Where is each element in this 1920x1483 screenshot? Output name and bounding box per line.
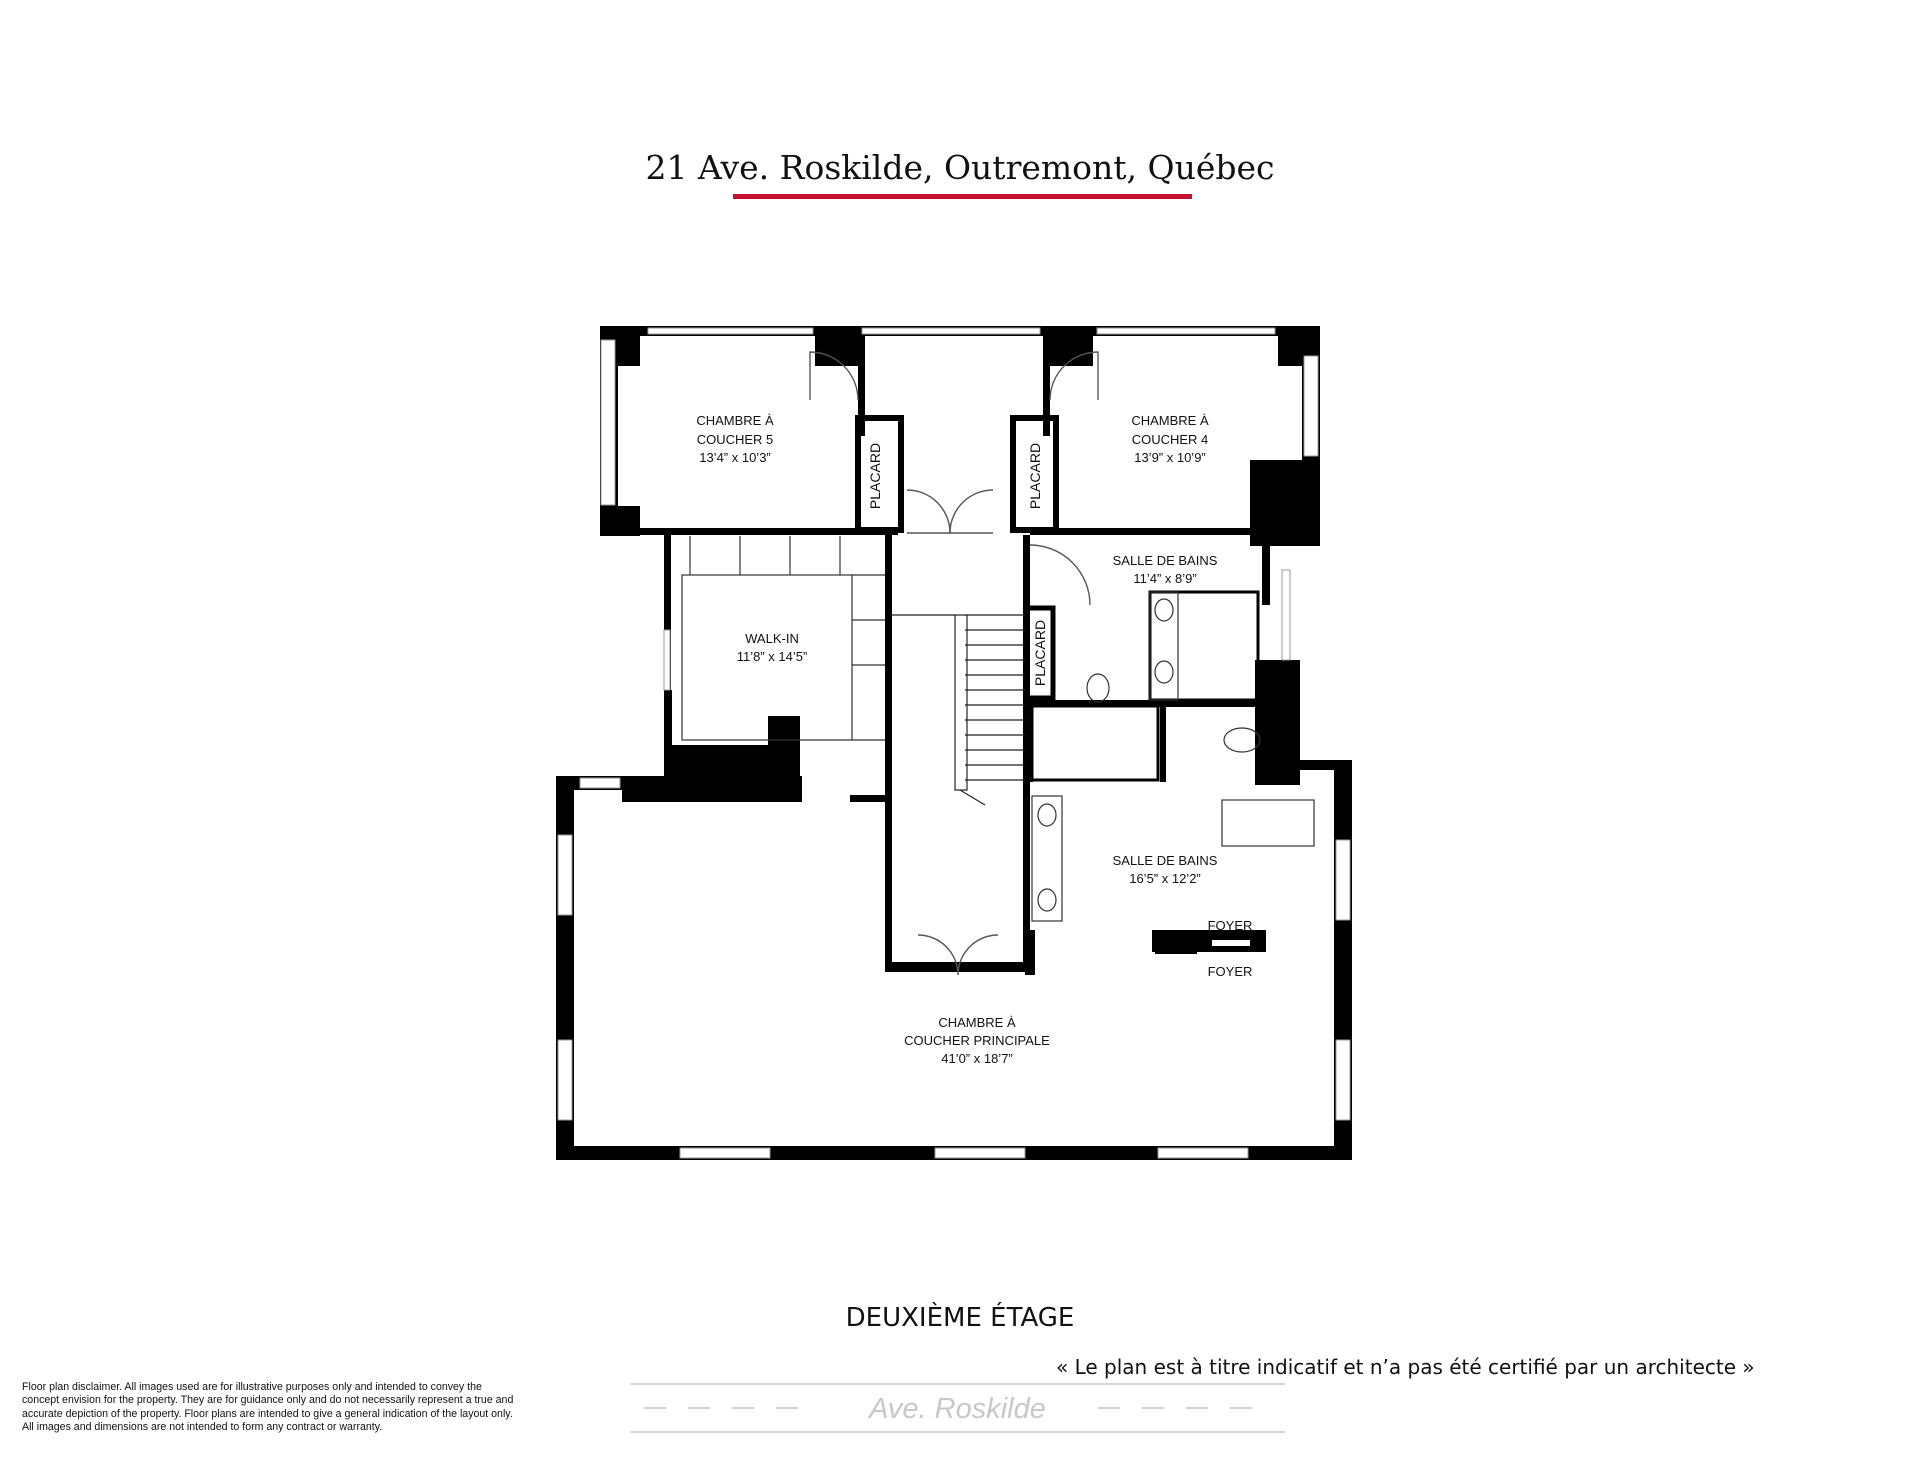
bedroom5-label-1: CHAMBRE À <box>696 413 774 428</box>
disclaimer-line: All images and dimensions are not intended to form any contract or warranty. <box>22 1420 383 1433</box>
walkin-dims: 11’8” x 14’5” <box>736 649 808 664</box>
bath1-dims: 11’4” x 8’9” <box>1133 571 1197 586</box>
bedroom4-label-2: COUCHER 4 <box>1131 432 1209 447</box>
master-label-1: CHAMBRE À <box>938 1015 1016 1030</box>
street-edge-top <box>630 1383 1285 1385</box>
bedroom4-dims: 13’9” x 10’9” <box>1134 450 1206 465</box>
walkin-label: WALK-IN <box>745 631 799 646</box>
floor-name: DEUXIÈME ÉTAGE <box>845 1303 1075 1333</box>
bedroom5-label-2: COUCHER 5 <box>696 432 774 447</box>
page-title: 21 Ave. Roskilde, Outremont, Québec <box>645 148 1275 187</box>
stairs <box>892 615 1025 805</box>
disclaimer-line: concept envision for the property. They are for guidance only and do not necessarily represent a true and <box>22 1394 514 1407</box>
foyer-label-lower: FOYER <box>1207 964 1253 979</box>
master-dims: 41’0” x 18’7” <box>941 1051 1013 1066</box>
street-name: Ave. Roskilde <box>869 1393 1046 1425</box>
master-label-2: COUCHER PRINCIPALE <box>904 1033 1050 1048</box>
street <box>630 1383 1285 1433</box>
placard-bath-label: PLACARD <box>1032 619 1048 687</box>
bedroom4-label-1: CHAMBRE À <box>1131 413 1209 428</box>
bath2-dims: 16’5” x 12’2” <box>1129 871 1201 886</box>
bedroom5-dims: 13’4” x 10’3” <box>699 450 771 465</box>
bath1-label: SALLE DE BAINS <box>1112 553 1218 568</box>
architect-note: « Le plan est à titre indicatif et n’a pas été certifié par un architecte » <box>1056 1355 1755 1379</box>
foyer-label-upper: FOYER <box>1207 918 1253 933</box>
placard5-label: PLACARD <box>867 442 883 510</box>
disclaimer-line: accurate depiction of the property. Floor plans are intended to give a general indication of the layout only. <box>22 1407 513 1420</box>
placard4-label: PLACARD <box>1027 442 1043 510</box>
disclaimer-line: Floor plan disclaimer. All images used are for illustrative purposes only and intended to convey the <box>22 1381 482 1393</box>
bath2-label: SALLE DE BAINS <box>1112 853 1218 868</box>
street-edge-bottom <box>630 1431 1285 1433</box>
disclaimer <box>22 1381 602 1434</box>
